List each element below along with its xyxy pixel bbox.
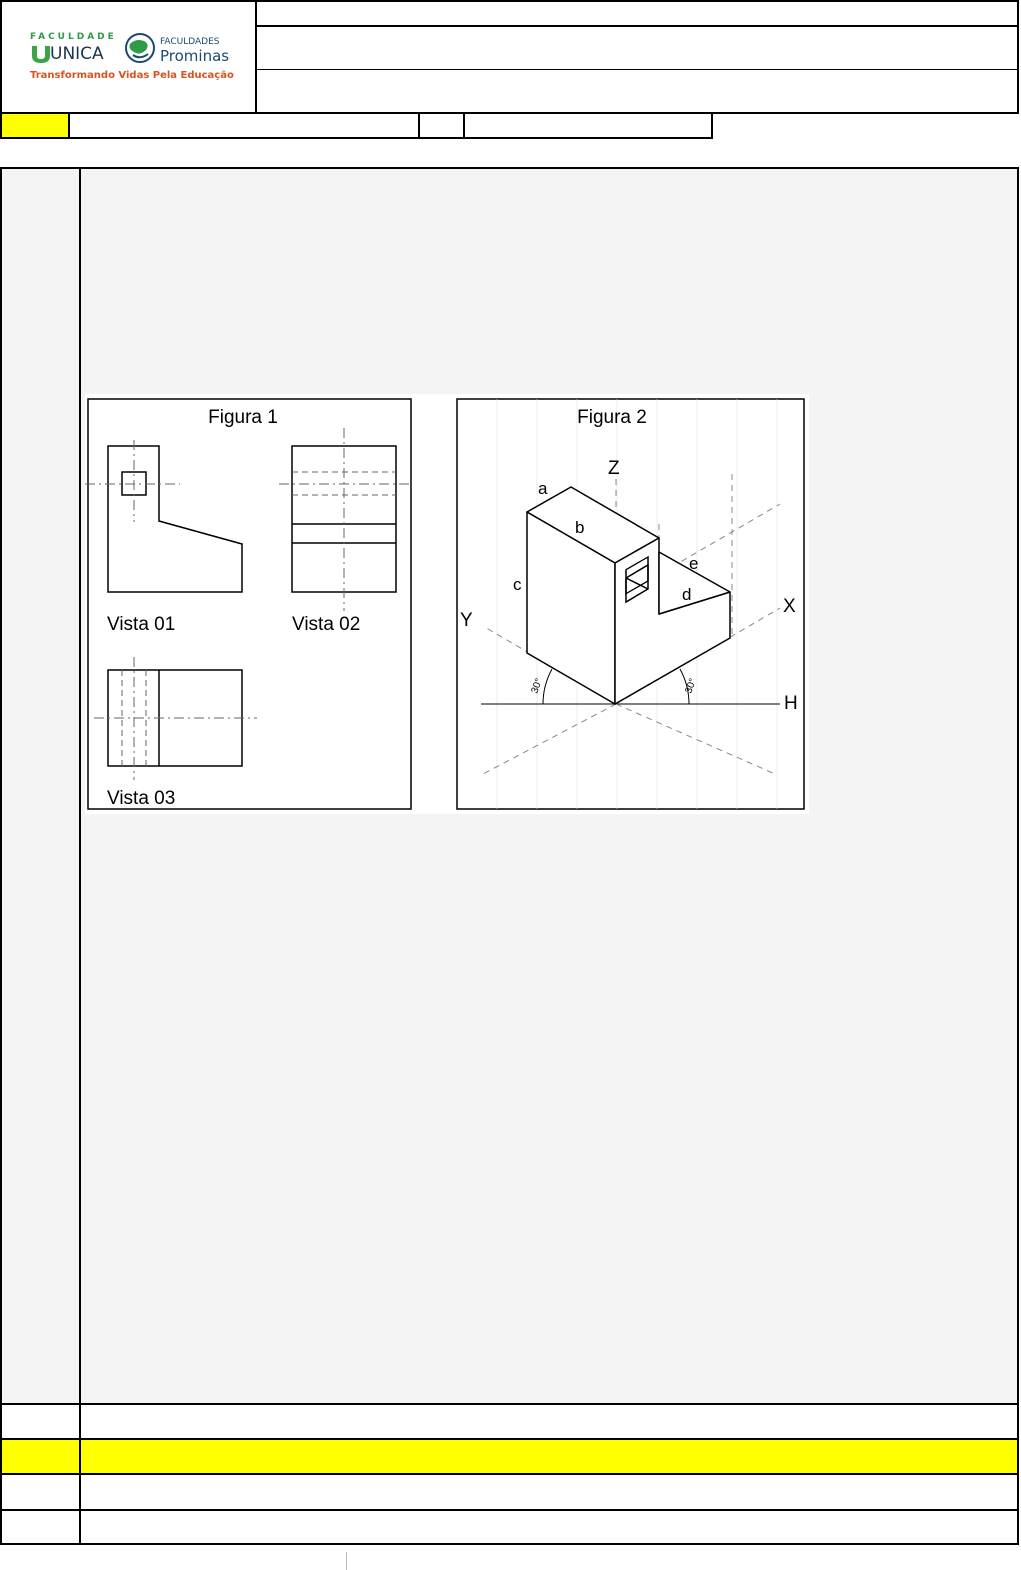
table-column-divider bbox=[79, 169, 81, 1543]
angle-label-left: 30° bbox=[529, 677, 545, 696]
footer-divider bbox=[346, 1552, 347, 1570]
answer-row-highlight-divider bbox=[79, 1439, 81, 1474]
logo-unica: UNICA bbox=[50, 44, 104, 64]
figura1-title: Figura 1 bbox=[208, 407, 278, 428]
label-c: c bbox=[513, 575, 522, 594]
axis-y-extension bbox=[616, 704, 775, 774]
label-b: b bbox=[575, 518, 585, 537]
vista02-label: Vista 02 bbox=[292, 614, 361, 635]
logo bbox=[20, 26, 245, 88]
vista03-label: Vista 03 bbox=[107, 788, 176, 809]
logo-slogan: Transformando Vidas Pela Educação bbox=[30, 70, 234, 81]
info-label-highlight bbox=[0, 114, 70, 139]
figures-block bbox=[85, 394, 809, 814]
logo-faculdade: FACULDADE bbox=[30, 32, 117, 42]
label-e: e bbox=[689, 554, 699, 573]
figura2-title: Figura 2 bbox=[577, 407, 647, 428]
isometric-solid bbox=[527, 487, 730, 704]
vista01-drawing bbox=[85, 440, 242, 592]
axis-x-extension bbox=[483, 704, 616, 774]
label-h: H bbox=[784, 693, 798, 714]
figura1-frame bbox=[88, 399, 411, 809]
angle-arc-left bbox=[543, 669, 552, 704]
header-divider-2 bbox=[255, 69, 1019, 70]
label-d: d bbox=[682, 585, 692, 604]
label-z: Z bbox=[608, 458, 620, 479]
info-label-2 bbox=[420, 114, 465, 139]
info-field-2 bbox=[465, 114, 713, 139]
header-divider-vertical bbox=[255, 0, 257, 114]
label-y: Y bbox=[460, 610, 473, 631]
logo-u-icon bbox=[30, 46, 52, 64]
label-a: a bbox=[538, 479, 548, 498]
row-divider-1 bbox=[2, 1403, 1017, 1405]
row-divider-2 bbox=[2, 1438, 1017, 1440]
vista03-drawing bbox=[94, 657, 257, 780]
logo-prominas: Prominas bbox=[160, 47, 230, 65]
row-divider-4 bbox=[2, 1509, 1017, 1511]
label-x: X bbox=[783, 596, 796, 617]
answer-row-highlight bbox=[2, 1439, 1017, 1474]
question-number-cell bbox=[2, 169, 79, 1403]
angle-label-right: 30° bbox=[683, 677, 699, 696]
figures-svg bbox=[85, 394, 809, 814]
header-divider-1 bbox=[255, 25, 1019, 27]
row-divider-3 bbox=[2, 1473, 1017, 1475]
info-field-1 bbox=[70, 114, 420, 139]
vista01-label: Vista 01 bbox=[107, 614, 176, 635]
logo-globe-icon bbox=[124, 32, 156, 64]
vista02-drawing bbox=[279, 428, 411, 611]
logo-faculdades: FACULDADES bbox=[160, 37, 220, 47]
